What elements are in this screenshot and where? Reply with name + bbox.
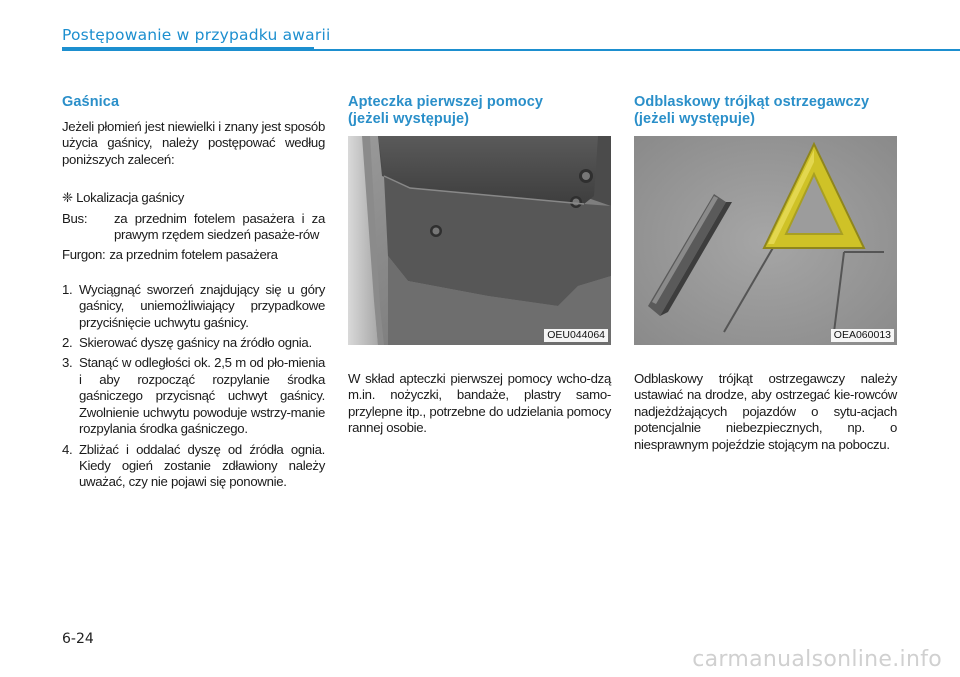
step-text: Skierować dyszę gaśnicy na źródło ognia. xyxy=(79,335,312,351)
first-aid-kit-figure xyxy=(348,136,611,345)
location-value-van: za przednim fotelem pasażera xyxy=(109,247,278,263)
section-heading-first-aid xyxy=(348,94,611,128)
step-item xyxy=(62,335,325,351)
extinguisher-location-title: ❈ Lokalizacja gaśnicy xyxy=(62,190,185,206)
step-number: 1. xyxy=(62,281,73,297)
column-warning-triangle xyxy=(634,94,897,453)
first-aid-figure-caption: OEU044064 xyxy=(544,329,608,342)
step-text: Wyciągnąć sworzeń znajdujący się u góry gaśnicy, uniemożliwiający przypadkowe przyciśnięcie uchwytu gaśnicy. xyxy=(79,281,325,330)
page-number: 6-24 xyxy=(62,631,94,647)
location-key-bus: Bus: xyxy=(62,210,88,226)
step-item xyxy=(62,355,325,437)
step-number: 3. xyxy=(62,355,73,371)
step-item xyxy=(62,442,325,491)
step-text: Zbliżać i oddalać dyszę od źródła ognia. Kiedy ogień zostanie zdławiony należy uważać, czy nie pojawi się ponownie. xyxy=(79,441,325,490)
step-number: 2. xyxy=(62,335,73,351)
header-rule-accent xyxy=(62,47,314,51)
triangle-figure-caption: OEA060013 xyxy=(831,329,894,342)
location-key-van: Furgon: xyxy=(62,247,106,263)
step-text: Stanąć w odległości ok. 2,5 m od pło-mienia i aby rozpocząć rozpylanie środka gaśniczego przycisnąć uchwyt gaśnicy. Zwolnienie uchwytu powoduje wstrzy-manie rozpylania środka gaśniczego. xyxy=(79,355,325,437)
section-heading-triangle xyxy=(634,94,897,128)
column-fire-extinguisher xyxy=(62,94,325,495)
column-first-aid xyxy=(348,94,611,437)
section-heading-extinguisher: Gaśnica xyxy=(62,94,120,110)
triangle-heading-line1: Odblaskowy trójkąt ostrzegawczy xyxy=(634,94,870,110)
watermark-text: carmanualsonline.info xyxy=(692,647,942,672)
location-row-bus xyxy=(62,211,325,244)
triangle-body: Odblaskowy trójkąt ostrzegawczy należy ustawiać na drodze, aby ostrzegać kie-rowców nadjeżdżających pojazdów o sytu-acjach potencjalnie niebezpiecznych, np. o niesprawnym pojeździe stojącym na poboczu. xyxy=(634,371,897,452)
warning-triangle-illustration xyxy=(634,136,897,345)
warning-triangle-figure xyxy=(634,136,897,345)
location-value-bus: za przednim fotelem pasażera i za prawym rzędem siedzeń pasaże-rów xyxy=(114,210,325,243)
triangle-heading-line2: (jeżeli występuje) xyxy=(634,111,756,127)
first-aid-kit-illustration xyxy=(348,136,611,345)
first-aid-heading-line2: (jeżeli występuje) xyxy=(348,111,470,127)
page-header-title: Postępowanie w przypadku awarii xyxy=(62,26,331,44)
extinguisher-intro: Jeżeli płomień jest niewielki i znany jest sposób użycia gaśnicy, należy postępować według poniższych zaleceń: xyxy=(62,119,325,167)
location-row-van xyxy=(62,247,325,263)
first-aid-heading-line1: Apteczka pierwszej pomocy xyxy=(348,94,544,110)
first-aid-body: W skład apteczki pierwszej pomocy wcho-dzą m.in. nożyczki, bandaże, plastry samo-przylepne itp., potrzebne do udzielania pomocy rannej osobie. xyxy=(348,371,611,436)
step-item xyxy=(62,282,325,331)
step-number: 4. xyxy=(62,441,73,457)
extinguisher-steps xyxy=(62,282,325,491)
